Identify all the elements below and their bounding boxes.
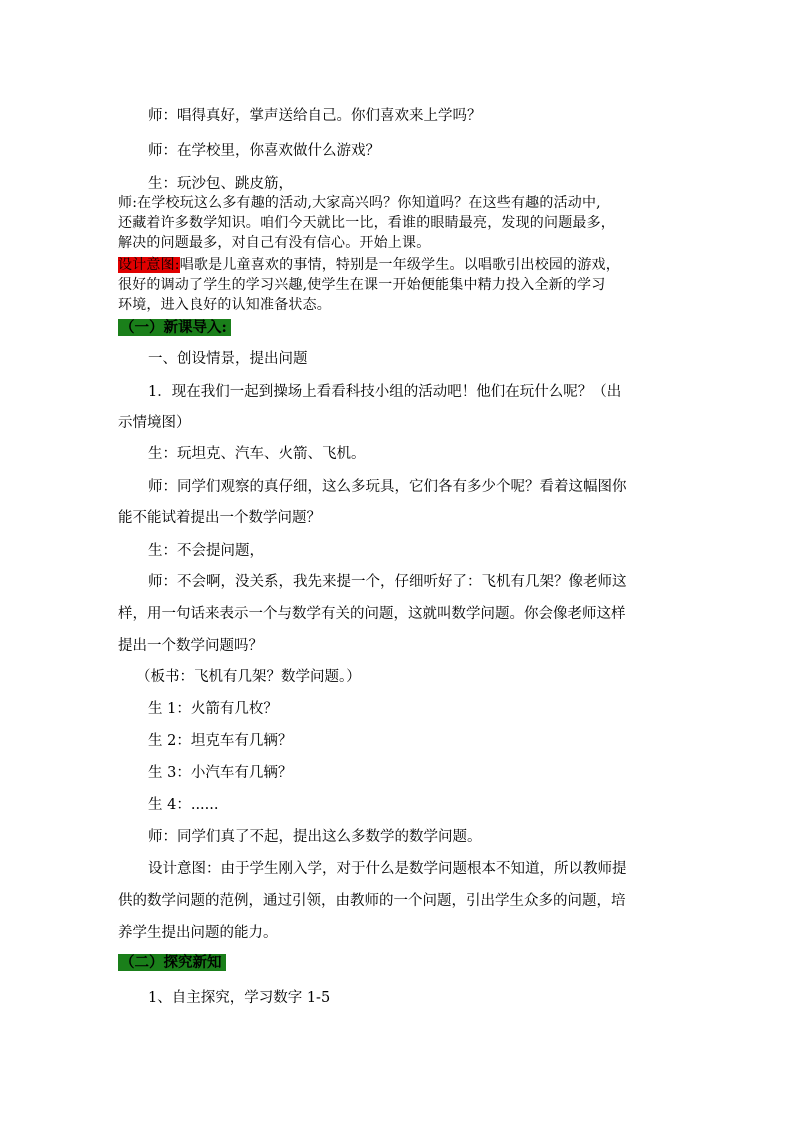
design-intent-line — [118, 256, 620, 276]
dialogue-line: 生 1：火箭有几枚？ — [148, 701, 278, 717]
paragraph-line: 环境，进入良好的认知准备状态。 — [118, 297, 331, 313]
paragraph-line: 提出一个数学问题吗？ — [118, 638, 263, 654]
dialogue-line: 生：玩沙包、跳皮筋， — [148, 176, 293, 192]
paragraph-line: 一、创设情景，提出问题 — [148, 351, 308, 367]
section-heading-2 — [118, 953, 226, 973]
paragraph-line: 1．现在我们一起到操场上看看科技小组的活动吧！他们在玩什么呢？（出 — [148, 384, 622, 400]
section-heading-1 — [118, 318, 231, 338]
paragraph-line: 1、自主探究，学习数字 1-5 — [148, 990, 331, 1006]
board-note: （板书：飞机有几架？数学问题。） — [136, 669, 361, 685]
dialogue-line: 师：同学们真了不起，提出这么多数学的数学问题。 — [148, 829, 482, 845]
section-heading-label: （一）新课导入: — [118, 319, 231, 336]
dialogue-line: 师：在学校里，你喜欢做什么游戏？ — [148, 143, 380, 159]
paragraph-line: 养学生提出问题的能力。 — [118, 925, 278, 941]
dialogue-line: 生：不会提问题， — [148, 543, 264, 559]
design-intent-label: 设计意图: — [118, 257, 180, 273]
design-intent-text: 唱歌是儿童喜欢的事情，特别是一年级学生。以唱歌引出校园的游戏， — [179, 257, 620, 273]
paragraph-line: 能不能试着提出一个数学问题？ — [118, 510, 321, 526]
paragraph-line: 示情境图） — [118, 415, 191, 431]
paragraph-line: 师:在学校玩这么多有趣的活动,大家高兴吗？你知道吗？在这些有趣的活动中, — [118, 195, 601, 211]
dialogue-line: 师：不会啊，没关系，我先来提一个，仔细听好了：飞机有几架？像老师这 — [148, 574, 627, 590]
dialogue-line: 生 4：...... — [148, 797, 219, 813]
paragraph-line: 还藏着许多数学知识。咱们今天就比一比，看谁的眼睛最亮，发现的问题最多， — [118, 215, 615, 231]
dialogue-line: 生 2：坦克车有几辆？ — [148, 733, 293, 749]
dialogue-line: 生：玩坦克、汽车、火箭、飞机。 — [148, 446, 366, 462]
design-intent-paragraph: 设计意图：由于学生刚入学，对于什么是数学问题根本不知道，所以教师提 — [148, 861, 627, 877]
dialogue-line: 师：唱得真好，掌声送给自己。你们喜欢来上学吗？ — [148, 108, 482, 124]
paragraph-line: 样，用一句话来表示一个与数学有关的问题，这就叫数学问题。你会像老师这样 — [118, 606, 626, 622]
dialogue-line: 生 3：小汽车有几辆？ — [148, 765, 293, 781]
section-heading-label: （二）探究新知 — [118, 954, 226, 971]
paragraph-line: 供的数学问题的范例，通过引领，由教师的一个问题，引出学生众多的问题，培 — [118, 893, 626, 909]
paragraph-line: 很好的调动了学生的学习兴趣,使学生在课一开始便能集中精力投入全新的学习 — [118, 277, 606, 293]
paragraph-line: 解决的问题最多，对自己有没有信心。开始上课。 — [118, 235, 431, 251]
dialogue-line: 师：同学们观察的真仔细，这么多玩具，它们各有多少个呢？看着这幅图你 — [148, 479, 627, 495]
